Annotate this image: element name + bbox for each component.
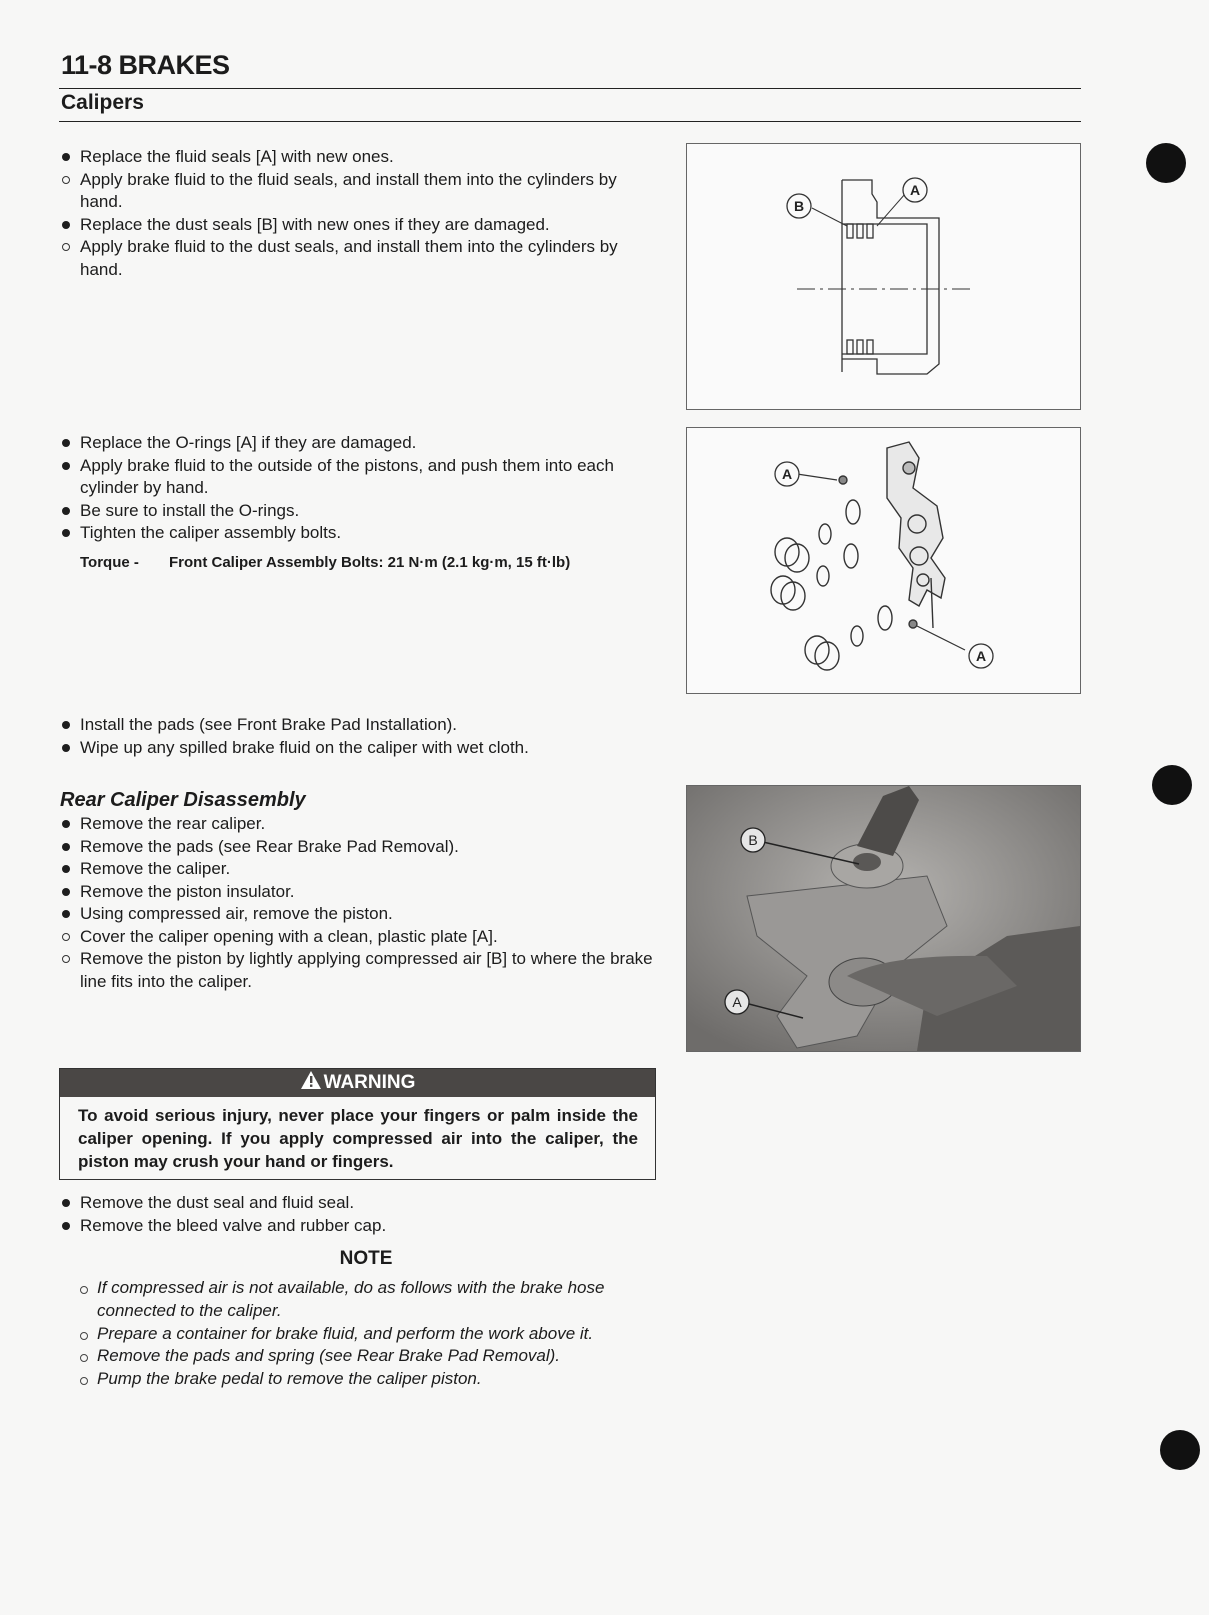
list-item: Replace the fluid seals [A] with new ones. <box>60 146 658 169</box>
instruction-list <box>60 813 658 993</box>
rear-caliper-instructions <box>60 813 658 993</box>
callout-a <box>725 990 749 1014</box>
list-item: Be sure to install the O-rings. <box>60 500 658 523</box>
warning-title: WARNING <box>323 1072 416 1093</box>
instruction-list <box>60 146 658 281</box>
seal-diagram <box>686 143 1081 410</box>
list-item: Remove the rear caliper. <box>60 813 658 836</box>
list-item: Remove the pads (see Rear Brake Pad Removal). <box>60 836 658 859</box>
binder-hole-bottom <box>1160 1430 1200 1470</box>
binder-hole-top <box>1146 143 1186 183</box>
list-item: Install the pads (see Front Brake Pad Installation). <box>60 714 658 737</box>
list-item: Cover the caliper opening with a clean, plastic plate [A]. <box>60 926 658 949</box>
list-item: Using compressed air, remove the piston. <box>60 903 658 926</box>
svg-text:B: B <box>748 832 758 848</box>
note-title: NOTE <box>339 1248 393 1269</box>
list-item: Remove the piston insulator. <box>60 881 658 904</box>
list-item: Replace the dust seals [B] with new ones if they are damaged. <box>60 214 658 237</box>
warning-header <box>60 1069 655 1097</box>
binder-hole-middle <box>1152 765 1192 805</box>
rear-caliper-title: Rear Caliper Disassembly <box>60 789 306 811</box>
pad-install-instructions <box>60 714 658 759</box>
warning-text: To avoid serious injury, never place your fingers or palm inside the caliper opening. If you apply compressed air into the caliper, the piston may crush your hand or fingers. <box>78 1106 638 1171</box>
fluid-seal-instructions <box>60 146 658 281</box>
caliper-cross-section-drawing <box>687 144 1080 409</box>
seal-removal-instructions <box>60 1192 658 1237</box>
svg-text:A: A <box>975 648 987 664</box>
svg-text:A: A <box>909 182 921 198</box>
section-title: 11-8 BRAKES <box>61 50 230 80</box>
svg-text:A: A <box>732 994 742 1010</box>
list-item: Apply brake fluid to the fluid seals, and install them into the cylinders by hand. <box>60 169 658 214</box>
note-item: Remove the pads and spring (see Rear Brake Pad Removal). <box>78 1345 663 1368</box>
o-ring-instructions <box>60 432 658 545</box>
list-item: Remove the dust seal and fluid seal. <box>60 1192 658 1215</box>
callout-a-top <box>775 462 799 486</box>
note-item: If compressed air is not available, do as follows with the brake hose connected to the caliper. <box>78 1277 663 1323</box>
caliper-exploded-drawing <box>687 428 1080 693</box>
callout-b <box>787 194 811 218</box>
list-item: Replace the O-rings [A] if they are damaged. <box>60 432 658 455</box>
torque-spec <box>80 554 570 571</box>
instruction-list <box>60 432 658 545</box>
list-item: Apply brake fluid to the dust seals, and install them into the cylinders by hand. <box>60 236 658 281</box>
note-item: Pump the brake pedal to remove the caliper piston. <box>78 1368 663 1391</box>
list-item: Apply brake fluid to the outside of the pistons, and push them into each cylinder by hand. <box>60 455 658 500</box>
list-item: Remove the bleed valve and rubber cap. <box>60 1215 658 1238</box>
torque-value: Front Caliper Assembly Bolts: 21 N·m (2.1 kg·m, 15 ft·lb) <box>169 554 571 571</box>
torque-label: Torque - <box>80 554 139 571</box>
svg-text:B: B <box>793 198 805 214</box>
o-ring-diagram <box>686 427 1081 694</box>
callout-a <box>903 178 927 202</box>
header-rule <box>59 88 1081 89</box>
instruction-list <box>60 1192 658 1237</box>
subsection-title: Calipers <box>61 91 144 114</box>
warning-triangle-icon <box>300 1070 322 1090</box>
svg-text:A: A <box>781 466 793 482</box>
list-item: Remove the piston by lightly applying compressed air [B] to where the brake line fits into the caliper. <box>60 948 658 993</box>
note-list <box>78 1277 663 1391</box>
subsection-rule <box>59 121 1081 122</box>
piston-removal-photo <box>686 785 1081 1052</box>
piston-removal-illustration <box>687 786 1080 1051</box>
list-item: Tighten the caliper assembly bolts. <box>60 522 658 545</box>
callout-a-bottom <box>969 644 993 668</box>
note-item: Prepare a container for brake fluid, and perform the work above it. <box>78 1323 663 1346</box>
instruction-list <box>60 714 658 759</box>
warning-box <box>59 1068 656 1180</box>
list-item: Wipe up any spilled brake fluid on the caliper with wet cloth. <box>60 737 658 760</box>
list-item: Remove the caliper. <box>60 858 658 881</box>
callout-b <box>741 828 765 852</box>
